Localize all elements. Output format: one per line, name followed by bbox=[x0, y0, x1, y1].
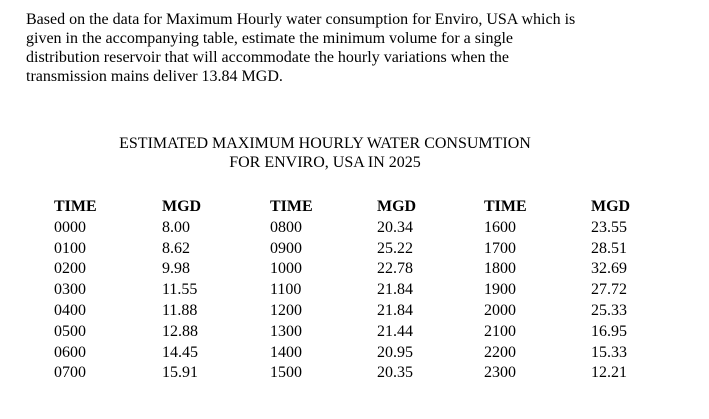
mgd-cell: 8.00 bbox=[162, 218, 190, 236]
time-cell: 0200 bbox=[54, 260, 86, 278]
time-cell: 0600 bbox=[54, 343, 86, 361]
time-cell: 0500 bbox=[54, 322, 86, 340]
mgd-cell: 15.91 bbox=[162, 364, 198, 382]
mgd-cell: 21.84 bbox=[377, 281, 413, 299]
mgd-cell: 27.72 bbox=[591, 281, 627, 299]
mgd-cell: 21.84 bbox=[377, 301, 413, 319]
mgd-column-1 bbox=[162, 197, 201, 384]
mgd-cell: 28.51 bbox=[591, 239, 627, 257]
mgd-cell: 16.95 bbox=[591, 322, 627, 340]
mgd-cell: 11.55 bbox=[162, 281, 198, 299]
time-cell: 0400 bbox=[54, 301, 86, 319]
table-title bbox=[0, 134, 650, 172]
mgd-cell: 21.44 bbox=[377, 322, 413, 340]
mgd-cell: 9.98 bbox=[162, 260, 190, 278]
time-cell: 1100 bbox=[270, 281, 302, 299]
mgd-cell: 25.33 bbox=[591, 301, 627, 319]
mgd-cell: 15.33 bbox=[591, 343, 627, 361]
time-header: TIME bbox=[270, 198, 313, 215]
mgd-cell: 20.34 bbox=[377, 218, 413, 236]
time-cell: 2100 bbox=[484, 322, 516, 340]
time-column-2 bbox=[270, 197, 313, 384]
time-column-3 bbox=[484, 197, 527, 384]
mgd-cell: 12.88 bbox=[162, 322, 198, 340]
time-cell: 1800 bbox=[484, 260, 516, 278]
time-cell: 0700 bbox=[54, 364, 86, 382]
mgd-cell: 22.78 bbox=[377, 260, 413, 278]
time-cell: 2300 bbox=[484, 364, 516, 382]
time-cell: 1300 bbox=[270, 322, 302, 340]
time-cell: 1900 bbox=[484, 281, 516, 299]
mgd-header: MGD bbox=[162, 198, 202, 215]
problem-statement bbox=[26, 10, 686, 86]
mgd-cell: 23.55 bbox=[591, 218, 627, 236]
time-cell: 0800 bbox=[270, 218, 302, 236]
time-cell: 1500 bbox=[270, 364, 302, 382]
time-cell: 1600 bbox=[484, 218, 516, 236]
mgd-cell: 8.62 bbox=[162, 239, 190, 257]
mgd-cell: 32.69 bbox=[591, 260, 627, 278]
time-header: TIME bbox=[54, 198, 97, 215]
mgd-cell: 20.95 bbox=[377, 343, 413, 361]
problem-line: transmission mains deliver 13.84 MGD. bbox=[26, 68, 283, 85]
time-cell: 1700 bbox=[484, 239, 516, 257]
time-cell: 1400 bbox=[270, 343, 302, 361]
table-title-line: ESTIMATED MAXIMUM HOURLY WATER CONSUMTION bbox=[119, 135, 531, 152]
time-cell: 0900 bbox=[270, 239, 302, 257]
mgd-cell: 25.22 bbox=[377, 239, 413, 257]
mgd-cell: 14.45 bbox=[162, 343, 198, 361]
time-cell: 0100 bbox=[54, 239, 86, 257]
mgd-cell: 11.88 bbox=[162, 301, 198, 319]
time-cell: 2000 bbox=[484, 301, 516, 319]
time-cell: 0300 bbox=[54, 281, 86, 299]
mgd-cell: 20.35 bbox=[377, 364, 413, 382]
problem-line: given in the accompanying table, estimate the minimum volume for a single bbox=[26, 30, 513, 47]
time-cell: 1200 bbox=[270, 301, 302, 319]
mgd-header: MGD bbox=[591, 198, 631, 215]
problem-line: distribution reservoir that will accommodate the hourly variations when the bbox=[26, 49, 509, 66]
mgd-column-3 bbox=[591, 197, 630, 384]
mgd-column-2 bbox=[377, 197, 416, 384]
time-cell: 2200 bbox=[484, 343, 516, 361]
table-title-line: FOR ENVIRO, USA IN 2025 bbox=[229, 154, 421, 171]
mgd-header: MGD bbox=[377, 198, 417, 215]
problem-line: Based on the data for Maximum Hourly water consumption for Enviro, USA which is bbox=[26, 11, 576, 28]
time-cell: 0000 bbox=[54, 218, 86, 236]
time-cell: 1000 bbox=[270, 260, 302, 278]
time-column-1 bbox=[54, 197, 97, 384]
mgd-cell: 12.21 bbox=[591, 364, 627, 382]
time-header: TIME bbox=[484, 198, 527, 215]
